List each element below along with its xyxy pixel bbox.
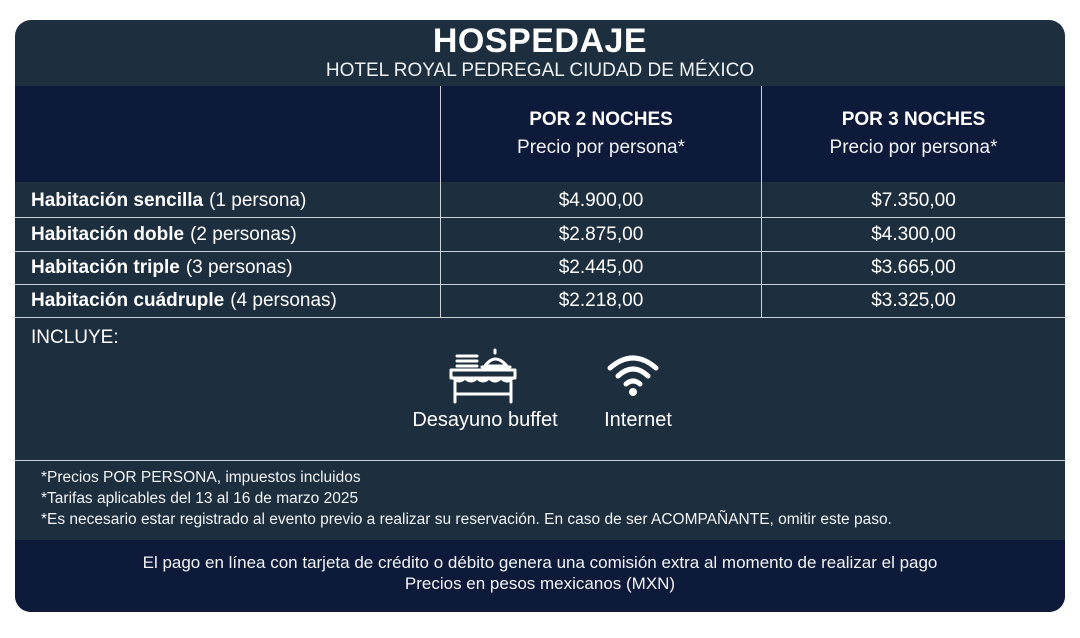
table-row xyxy=(15,251,1065,284)
room-capacity: (4 personas) xyxy=(230,289,337,311)
notes xyxy=(41,467,892,530)
includes-label: INCLUYE: xyxy=(31,327,119,348)
column-header-2-nights xyxy=(441,86,761,182)
wifi-icon xyxy=(605,354,661,403)
row-divider xyxy=(15,317,1065,318)
includes-item-label: Desayuno buffet xyxy=(412,409,558,431)
room-name: Habitación cuádruple xyxy=(31,289,225,311)
room-type xyxy=(31,251,293,284)
price-2-nights: $2.218,00 xyxy=(558,289,644,311)
footer-line: Precios en pesos mexicanos (MXN) xyxy=(404,574,676,593)
column-header-3-nights xyxy=(762,86,1065,182)
table-row xyxy=(15,184,1065,217)
price-3-nights: $7.350,00 xyxy=(871,189,956,211)
note: *Precios POR PERSONA, impuestos incluidos xyxy=(41,469,361,486)
hotel-name: HOTEL ROYAL PEDREGAL CIUDAD DE MÉXICO xyxy=(325,60,755,81)
column-title: POR 2 NOCHES xyxy=(529,109,673,130)
section-divider xyxy=(15,460,1065,461)
price-2-nights: $2.875,00 xyxy=(558,223,644,245)
lodging-card xyxy=(15,20,1065,612)
room-capacity: (3 personas) xyxy=(185,256,293,278)
price-2-nights: $4.900,00 xyxy=(558,189,644,211)
room-name: Habitación doble xyxy=(31,223,185,245)
price-2-nights: $2.445,00 xyxy=(558,256,644,278)
price-3-nights: $3.665,00 xyxy=(871,256,956,278)
room-type xyxy=(31,218,297,251)
footer-line: El pago en línea con tarjeta de crédito o débito genera una comisión extra al momento de realizar el pago xyxy=(142,553,938,572)
page-title: HOSPEDAJE xyxy=(432,22,648,60)
column-subtitle: Precio por persona* xyxy=(517,137,685,158)
room-capacity: (2 personas) xyxy=(190,223,297,245)
room-type xyxy=(31,184,306,217)
buffet-icon xyxy=(447,346,519,413)
room-name: Habitación sencilla xyxy=(31,189,204,211)
room-name: Habitación triple xyxy=(31,256,180,278)
room-type xyxy=(31,284,337,317)
price-3-nights: $4.300,00 xyxy=(871,223,956,245)
table-row xyxy=(15,218,1065,251)
column-title: POR 3 NOCHES xyxy=(841,109,986,130)
note: *Es necesario estar registrado al evento previo a realizar su reservación. En caso de ser ACOMPAÑANTE, omitir este paso. xyxy=(41,511,892,528)
note: *Tarifas aplicables del 13 al 16 de marzo 2025 xyxy=(41,490,359,507)
room-capacity: (1 persona) xyxy=(209,189,307,211)
table-row xyxy=(15,284,1065,317)
footer-banner xyxy=(15,540,1065,612)
price-table-header xyxy=(15,86,1065,182)
column-subtitle: Precio por persona* xyxy=(829,137,998,158)
includes-item-label: Internet xyxy=(604,409,672,431)
price-3-nights: $3.325,00 xyxy=(871,289,956,311)
